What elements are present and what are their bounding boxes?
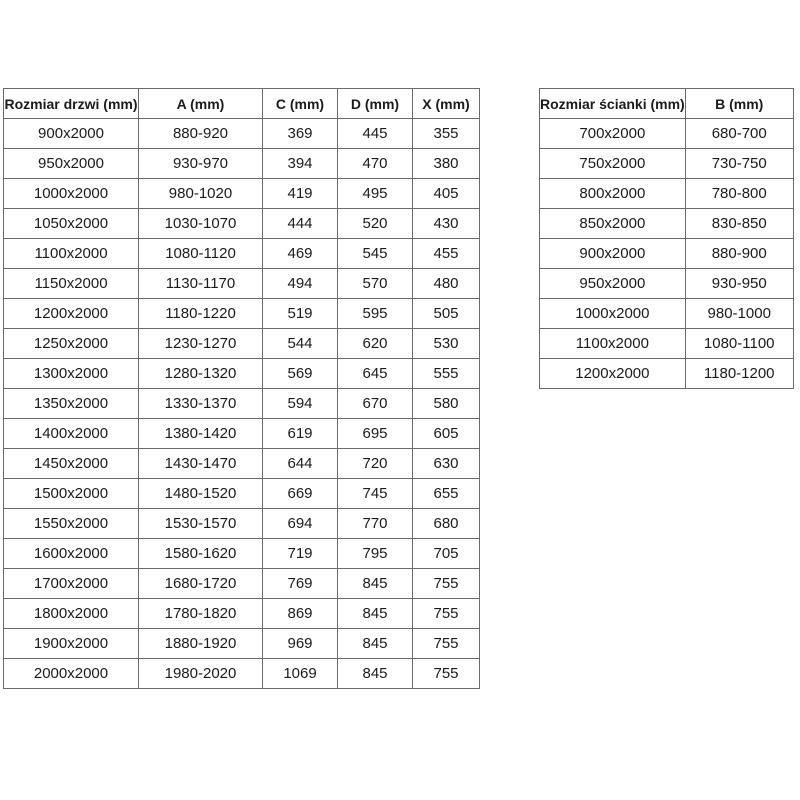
table-row: [4, 419, 480, 449]
table-cell: 730-750: [685, 149, 793, 179]
table-cell: 445: [338, 119, 413, 149]
table-cell: 530: [413, 329, 480, 359]
table-row: [4, 569, 480, 599]
table-row: [4, 209, 480, 239]
table-row: [540, 359, 794, 389]
table-cell: 569: [263, 359, 338, 389]
table-cell: 755: [413, 569, 480, 599]
table-cell: 755: [413, 599, 480, 629]
header-row: [540, 89, 794, 119]
column-header: D (mm): [338, 89, 413, 119]
table-row: [540, 299, 794, 329]
table-cell: 1980-2020: [139, 659, 263, 689]
table-cell: 1280-1320: [139, 359, 263, 389]
table-cell: 1550x2000: [4, 509, 139, 539]
table-cell: 1150x2000: [4, 269, 139, 299]
table-cell: 494: [263, 269, 338, 299]
table-cell: 755: [413, 629, 480, 659]
table-cell: 369: [263, 119, 338, 149]
table-cell: 900x2000: [4, 119, 139, 149]
table-cell: 1300x2000: [4, 359, 139, 389]
table-row: [540, 209, 794, 239]
table-row: [4, 239, 480, 269]
table-cell: 869: [263, 599, 338, 629]
table-row: [4, 509, 480, 539]
table-cell: 1230-1270: [139, 329, 263, 359]
table-row: [4, 269, 480, 299]
table-cell: 780-800: [685, 179, 793, 209]
table-cell: 845: [338, 599, 413, 629]
table-cell: 1480-1520: [139, 479, 263, 509]
table-cell: 480: [413, 269, 480, 299]
table-cell: 1330-1370: [139, 389, 263, 419]
table-cell: 405: [413, 179, 480, 209]
table-cell: 980-1000: [685, 299, 793, 329]
table-cell: 1430-1470: [139, 449, 263, 479]
table-cell: 1180-1220: [139, 299, 263, 329]
table-cell: 770: [338, 509, 413, 539]
table-row: [4, 359, 480, 389]
table-cell: 845: [338, 659, 413, 689]
table-cell: 505: [413, 299, 480, 329]
table-cell: 519: [263, 299, 338, 329]
table-cell: 669: [263, 479, 338, 509]
table-row: [4, 479, 480, 509]
column-header: Rozmiar drzwi (mm): [4, 89, 139, 119]
table-cell: 1130-1170: [139, 269, 263, 299]
table-cell: 680: [413, 509, 480, 539]
table-row: [540, 269, 794, 299]
table-cell: 880-900: [685, 239, 793, 269]
table-cell: 594: [263, 389, 338, 419]
table-cell: 720: [338, 449, 413, 479]
table-cell: 930-950: [685, 269, 793, 299]
table-cell: 755: [413, 659, 480, 689]
table-cell: 719: [263, 539, 338, 569]
table-cell: 880-920: [139, 119, 263, 149]
table-cell: 555: [413, 359, 480, 389]
column-header: X (mm): [413, 89, 480, 119]
table-cell: 2000x2000: [4, 659, 139, 689]
table-cell: 455: [413, 239, 480, 269]
table-cell: 1180-1200: [685, 359, 793, 389]
table-cell: 1030-1070: [139, 209, 263, 239]
table-row: [4, 599, 480, 629]
table-row: [540, 149, 794, 179]
table-cell: 1880-1920: [139, 629, 263, 659]
table-cell: 769: [263, 569, 338, 599]
table-cell: 1100x2000: [540, 329, 686, 359]
table-cell: 1400x2000: [4, 419, 139, 449]
table-cell: 1080-1120: [139, 239, 263, 269]
table-cell: 1250x2000: [4, 329, 139, 359]
table-cell: 1000x2000: [4, 179, 139, 209]
table-row: [4, 539, 480, 569]
table-cell: 645: [338, 359, 413, 389]
table-cell: 1450x2000: [4, 449, 139, 479]
table-cell: 1500x2000: [4, 479, 139, 509]
table-cell: 800x2000: [540, 179, 686, 209]
table-cell: 745: [338, 479, 413, 509]
table-cell: 1680-1720: [139, 569, 263, 599]
header-row: [4, 89, 480, 119]
table-cell: 845: [338, 569, 413, 599]
table-cell: 1780-1820: [139, 599, 263, 629]
table-cell: 605: [413, 419, 480, 449]
table-cell: 950x2000: [4, 149, 139, 179]
table-cell: 670: [338, 389, 413, 419]
table-cell: 695: [338, 419, 413, 449]
table-cell: 969: [263, 629, 338, 659]
column-header: A (mm): [139, 89, 263, 119]
table-cell: 1380-1420: [139, 419, 263, 449]
table-cell: 630: [413, 449, 480, 479]
table-cell: 595: [338, 299, 413, 329]
table-cell: 1200x2000: [540, 359, 686, 389]
table-row: [540, 329, 794, 359]
table-cell: 1000x2000: [540, 299, 686, 329]
table-cell: 545: [338, 239, 413, 269]
table-cell: 680-700: [685, 119, 793, 149]
column-header: C (mm): [263, 89, 338, 119]
table-cell: 430: [413, 209, 480, 239]
column-header: B (mm): [685, 89, 793, 119]
table-cell: 1600x2000: [4, 539, 139, 569]
table-row: [540, 179, 794, 209]
table-cell: 444: [263, 209, 338, 239]
table-row: [540, 119, 794, 149]
table-cell: 1069: [263, 659, 338, 689]
table-cell: 1900x2000: [4, 629, 139, 659]
table-cell: 930-970: [139, 149, 263, 179]
table-cell: 705: [413, 539, 480, 569]
table-cell: 419: [263, 179, 338, 209]
table-cell: 1580-1620: [139, 539, 263, 569]
table-cell: 694: [263, 509, 338, 539]
table-row: [4, 449, 480, 479]
table-cell: 1700x2000: [4, 569, 139, 599]
table-row: [4, 329, 480, 359]
table-cell: 470: [338, 149, 413, 179]
table-cell: 495: [338, 179, 413, 209]
table-cell: 620: [338, 329, 413, 359]
table-cell: 950x2000: [540, 269, 686, 299]
table-row: [4, 179, 480, 209]
table-cell: 1200x2000: [4, 299, 139, 329]
table-cell: 544: [263, 329, 338, 359]
table-cell: 700x2000: [540, 119, 686, 149]
table-cell: 900x2000: [540, 239, 686, 269]
table-cell: 1800x2000: [4, 599, 139, 629]
table-row: [4, 119, 480, 149]
table-cell: 570: [338, 269, 413, 299]
table-cell: 830-850: [685, 209, 793, 239]
wall-sizes-table: [539, 88, 794, 389]
table-cell: 520: [338, 209, 413, 239]
table-row: [4, 659, 480, 689]
table-cell: 795: [338, 539, 413, 569]
table-row: [4, 149, 480, 179]
table-cell: 380: [413, 149, 480, 179]
table-cell: 750x2000: [540, 149, 686, 179]
table-row: [4, 299, 480, 329]
table-cell: 644: [263, 449, 338, 479]
table-cell: 1350x2000: [4, 389, 139, 419]
table-cell: 1050x2000: [4, 209, 139, 239]
table-row: [4, 389, 480, 419]
table-cell: 850x2000: [540, 209, 686, 239]
door-sizes-table: [3, 88, 480, 689]
table-cell: 980-1020: [139, 179, 263, 209]
table-cell: 1080-1100: [685, 329, 793, 359]
table-row: [4, 629, 480, 659]
table-cell: 845: [338, 629, 413, 659]
table-cell: 355: [413, 119, 480, 149]
table-cell: 1100x2000: [4, 239, 139, 269]
table-cell: 1530-1570: [139, 509, 263, 539]
table-cell: 619: [263, 419, 338, 449]
table-cell: 469: [263, 239, 338, 269]
table-cell: 580: [413, 389, 480, 419]
table-cell: 394: [263, 149, 338, 179]
table-row: [540, 239, 794, 269]
table-cell: 655: [413, 479, 480, 509]
column-header: Rozmiar ścianki (mm): [540, 89, 686, 119]
